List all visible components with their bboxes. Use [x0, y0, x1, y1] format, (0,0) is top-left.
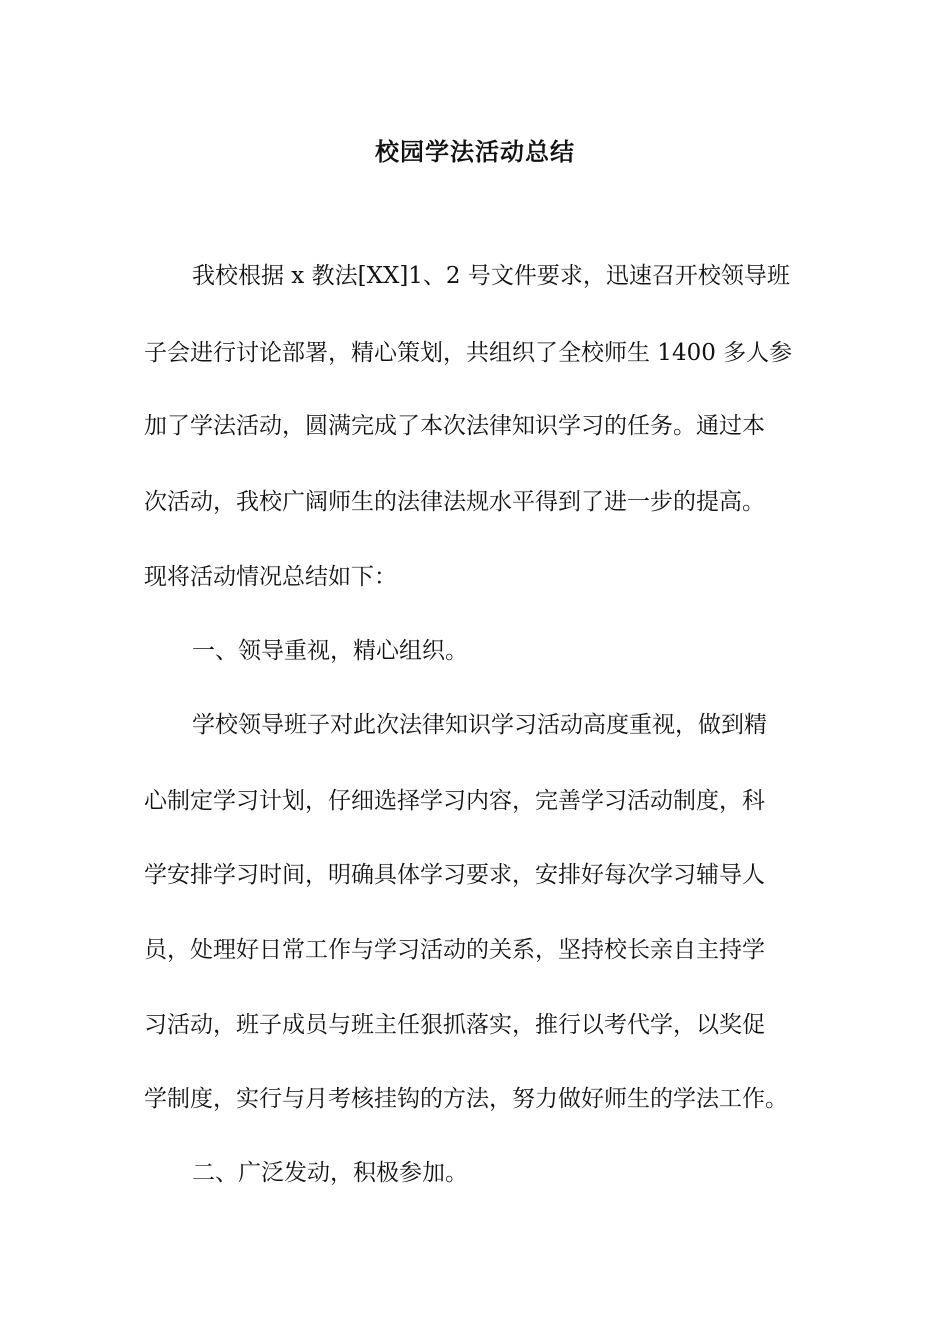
paragraph-line: 加了学法活动，圆满完成了本次法律知识学习的任务。通过本 — [144, 413, 765, 439]
paragraph-line: 学安排学习时间，明确具体学习要求，安排好每次学习辅导人 — [144, 862, 765, 888]
paragraph-line: 员，处理好日常工作与学习活动的关系，坚持校长亲自主持学 — [144, 937, 765, 963]
paragraph-line: 次活动，我校广阔师生的法律法规水平得到了进一步的提高。 — [144, 489, 765, 515]
paragraph-line: 学制度，实行与月考核挂钩的方法，努力做好师生的学法工作。 — [144, 1086, 788, 1112]
section-heading: 一、领导重视，精心组织。 — [192, 638, 468, 664]
paragraph-line: 习活动，班子成员与班主任狠抓落实，推行以考代学，以奖促 — [144, 1012, 765, 1038]
paragraph-line: 心制定学习计划，仔细选择学习内容，完善学习活动制度，科 — [144, 788, 765, 814]
document-title: 校园学法活动总结 — [375, 137, 575, 166]
paragraph-line: 学校领导班子对此次法律知识学习活动高度重视，做到精 — [192, 712, 767, 738]
section-heading: 二、广泛发动，积极参加。 — [192, 1160, 468, 1186]
paragraph-line: 我校根据 x 教法[XX]1、2 号文件要求，迅速召开校领导班 — [192, 263, 790, 289]
paragraph-line: 子会进行讨论部署，精心策划，共组织了全校师生 1400 多人参 — [144, 340, 793, 366]
paragraph-line: 现将活动情况总结如下： — [144, 564, 397, 590]
